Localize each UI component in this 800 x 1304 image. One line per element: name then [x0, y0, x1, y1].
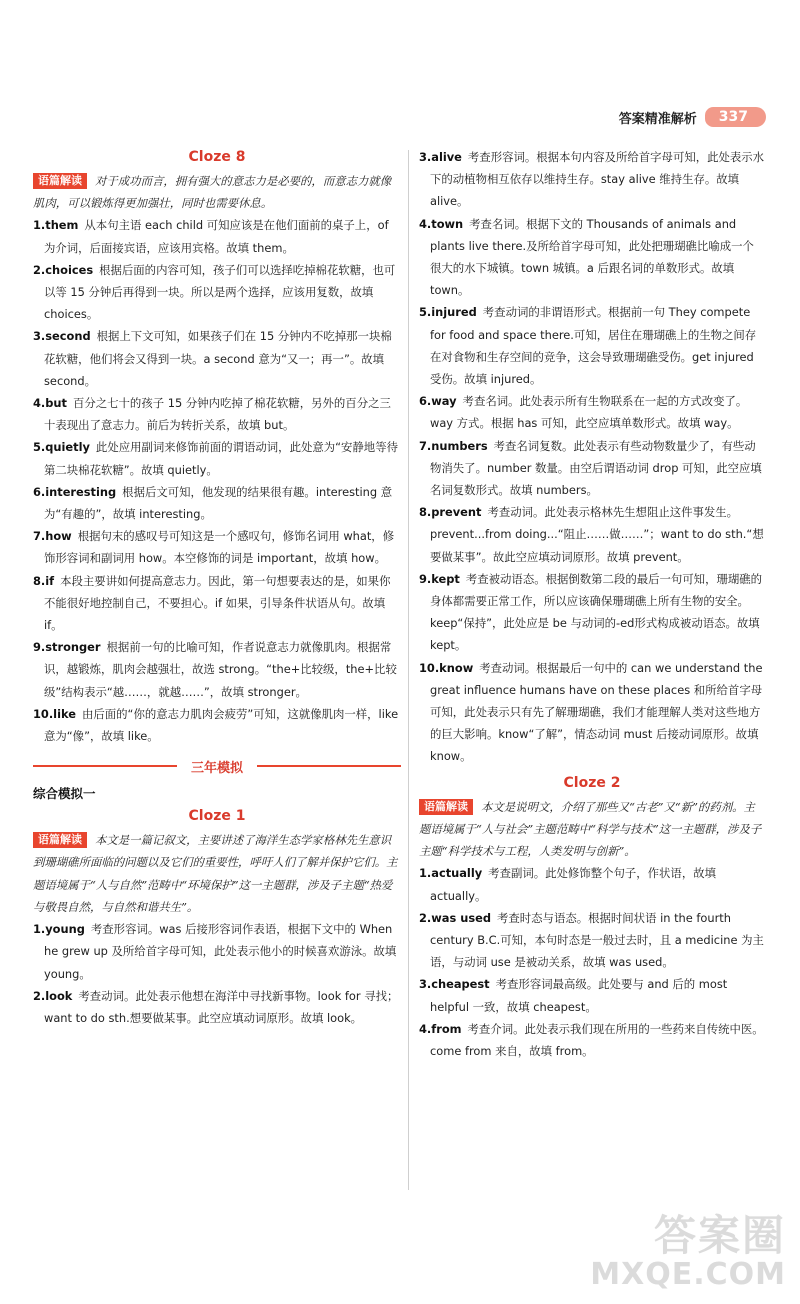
page-header	[619, 104, 766, 130]
cloze1-intro-text: 本文是一篇记叙文，主要讲述了海洋生态学家格林先生意识到珊瑚礁所面临的问题以及它们的重要性，呼吁人们了解并保护它们。主题语境属于“人与自然”范畴中“环境保护”这一主题群，涉及子主题“热爱与敬畏自然，与自然和谐共生”。	[33, 833, 398, 914]
answer-item	[419, 1018, 765, 1062]
answer-item	[33, 436, 401, 480]
cloze2-intro-text: 本文是说明文，介绍了那些又“古老”又“新”的药剂。主题语境属于“人与社会”主题范畴中“科学与技术”这一主题群，涉及子主题“科学技术与工程，人类发明与创新”。	[419, 799, 762, 859]
answer-item	[419, 657, 765, 768]
watermark-en: MXQE.COM	[590, 1257, 786, 1292]
answer-keyword: 5.quietly	[33, 440, 90, 455]
answer-item	[419, 862, 765, 906]
cloze1-answer-list-continued	[419, 146, 765, 768]
cloze8-intro-text: 对于成功而言，拥有强大的意志力是必要的，而意志力就像肌肉，可以锻炼得更加强壮，同时也需要休息。	[33, 174, 392, 211]
cloze2-answer-list	[419, 862, 765, 1062]
answer-explanation: 考查名词。此处表示所有生物联系在一起的方式改变了。way 方式。根据 has 可知，此空应填单数形式。故填 way。	[430, 394, 748, 431]
answer-item	[33, 525, 401, 569]
answer-item	[33, 570, 401, 637]
answer-keyword: 4.but	[33, 396, 67, 411]
left-column	[33, 146, 401, 1029]
answer-explanation: 考查介词。此处表示我们现在所用的一些药来自传统中医。come from 来自，故填 from。	[430, 1021, 764, 1058]
answer-keyword: 4.town	[419, 216, 464, 231]
answer-explanation: 考查形容词最高级。此处要与 and 后的 most helpful 一致，故填 cheapest。	[430, 977, 728, 1014]
answer-keyword: 9.kept	[419, 571, 460, 586]
answer-explanation: 百分之七十的孩子 15 分钟内吃掉了棉花软糖，另外的百分之三十表现出了意志力。前后为转折关系，故填 but。	[44, 396, 391, 433]
right-column	[419, 146, 765, 1062]
answer-keyword: 3.second	[33, 329, 91, 344]
answer-item	[33, 918, 401, 985]
answer-explanation: 本段主要讲如何提高意志力。因此，第一句想要表达的是，如果你不能很好地控制自己，不要担心。if 如果，引导条件状语从句。故填 if。	[44, 573, 391, 633]
discourse-tag: 语篇解读	[419, 799, 473, 815]
discourse-tag: 语篇解读	[33, 832, 87, 848]
answer-item	[419, 568, 765, 657]
answer-keyword: 6.way	[419, 394, 457, 409]
answer-explanation: 考查名词。根据下文的 Thousands of animals and plants live there.及所给首字母可知，此处把珊瑚礁比喻成一个很大的水下城镇。town 城镇。a 后跟名词的单数形式。故填 town。	[430, 216, 754, 298]
answer-explanation: 考查动词。此处表示格林先生想阻止这件事发生。prevent...from doing...“阻止……做……”；want to do sth.“想要做某事”。故此空应填动词原形。故填 prevent。	[430, 505, 764, 564]
answer-item	[33, 325, 401, 392]
answer-explanation: 根据句末的感叹号可知这是一个感叹句，修饰名词用 what，修饰形容词和副词用 how。本空修饰的词是 important，故填 how。	[44, 529, 395, 566]
cloze8-answer-list	[33, 214, 401, 747]
answer-explanation: 考查动词。根据最后一句中的 can we understand the great influence humans have on these places 和所给首字母可知，此处表示只有先了解珊瑚礁，我们才能理解人类对这些地方的巨大影响。know“了解”，情态动词 must 后接动词原形。故填 know。	[430, 660, 763, 764]
answer-explanation: 由后面的“你的意志力肌肉会疲劳”可知，这就像肌肉一样，like 意为“像”，故填 like。	[44, 706, 399, 744]
answer-item	[419, 435, 765, 502]
answer-item	[419, 390, 765, 434]
answer-keyword: 1.young	[33, 922, 85, 937]
answer-item	[33, 259, 401, 326]
banner-line-left	[33, 765, 177, 767]
answer-keyword: 6.interesting	[33, 484, 117, 499]
answer-keyword: 8.if	[33, 573, 55, 588]
answer-keyword: 5.injured	[419, 305, 477, 320]
column-divider	[408, 150, 409, 1190]
answer-keyword: 10.know	[419, 660, 474, 675]
answer-keyword: 4.from	[419, 1021, 462, 1036]
cloze1-intro	[33, 829, 401, 918]
watermark-logo	[590, 1203, 786, 1292]
answer-keyword: 8.prevent	[419, 505, 482, 520]
answer-explanation: 考查形容词。was 后接形容词作表语，根据下文中的 When he grew up 及所给首字母可知，此处表示他小的时候喜欢游泳。故填 young。	[44, 922, 397, 981]
answer-explanation: 考查形容词。根据本句内容及所给首字母可知，此处表示水下的动植物相互依存以维持生存。stay alive 维持生存。故填 alive。	[430, 150, 765, 209]
section-title: 答案精准解析	[618, 111, 697, 127]
answer-item	[419, 213, 765, 302]
discourse-tag: 语篇解读	[33, 173, 87, 189]
answer-explanation: 考查动词。此处表示他想在海洋中寻找新事物。look for 寻找；want to do sth.想要做某事。此空应填动词原形。故填 look。	[44, 988, 399, 1025]
answer-item	[419, 907, 765, 974]
page-number: 337	[705, 107, 766, 127]
cloze2-intro	[419, 796, 765, 863]
answer-explanation: 根据前一句的比喻可知，作者说意志力就像肌肉。根据常识，越锻炼，肌肉会越强壮，故选 strong。“the+比较级，the+比较级”结构表示“越……，就越……”，故填 stronger。	[44, 640, 397, 699]
answer-keyword: 10.like	[33, 706, 76, 721]
answer-keyword: 7.how	[33, 529, 72, 544]
answer-keyword: 2.choices	[33, 262, 94, 277]
answer-explanation: 考查名词复数。此处表示有些动物数量少了，有些动物消失了。number 数量。由空后谓语动词 drop 可知，此空应填名词复数形式。故填 numbers。	[430, 438, 762, 498]
answer-explanation: 此处应用副词来修饰前面的谓语动词，此处意为“安静地等待第二块棉花软糖”。故填 quietly。	[44, 440, 398, 477]
answer-item	[33, 636, 401, 703]
answer-keyword: 1.actually	[419, 866, 483, 881]
answer-item	[33, 481, 401, 525]
answer-explanation: 根据上下文可知，如果孩子们在 15 分钟内不吃掉那一块棉花软糖，他们将会又得到一块。a second 意为“又一；再一”。故填 second。	[44, 329, 392, 388]
answer-keyword: 3.alive	[419, 150, 462, 164]
answer-explanation: 考查副词。此处修饰整个句子，作状语，故填 actually。	[430, 866, 716, 903]
answer-item	[33, 214, 401, 258]
cloze1-answer-list	[33, 918, 401, 1029]
answer-keyword: 9.stronger	[33, 640, 101, 655]
banner-text: 三年模拟	[191, 760, 244, 776]
answer-keyword: 2.look	[33, 988, 73, 1003]
answer-explanation: 考查时态与语态。根据时间状语 in the fourth century B.C.可知，本句时态是一般过去时，且 a medicine 为主语，与动词 use 是被动关系，故填 was used。	[430, 910, 764, 970]
answer-item	[419, 146, 765, 213]
watermark-cn: 答案圈	[653, 1211, 786, 1260]
answer-explanation: 根据后面的内容可知，孩子们可以选择吃掉棉花软糖，也可以等 15 分钟后再得到一块。所以是两个选择，应该用复数，故填 choices。	[44, 262, 396, 322]
cloze8-intro	[33, 170, 401, 214]
answer-keyword: 3.cheapest	[419, 977, 490, 992]
answer-explanation: 考查动词的非谓语形式。根据前一句 They compete for food and space there.可知，居住在珊瑚礁上的生物之间存在对食物和生存空间的竞争，这会导致珊瑚礁受伤。get injured 受伤。故填 injured。	[430, 305, 757, 387]
answer-item	[419, 501, 765, 568]
answer-item	[33, 392, 401, 436]
cloze1-title: Cloze 1	[188, 808, 246, 825]
answer-item	[419, 301, 765, 390]
answer-explanation: 根据后文可知，他发现的结果很有趣。interesting 意为“有趣的”，故填 interesting。	[44, 484, 393, 522]
answer-keyword: 2.was used	[419, 910, 491, 925]
answer-keyword: 7.numbers	[419, 438, 488, 453]
banner-line-right	[257, 765, 401, 767]
mock-test-title: 综合模拟一	[33, 786, 96, 802]
answer-explanation: 从本句主语 each child 可知应该是在他们面前的桌子上，of 为介词，后面接宾语，应该用宾格。故填 them。	[44, 218, 389, 255]
answer-keyword: 1.them	[33, 218, 79, 233]
answer-item	[419, 973, 765, 1017]
section-banner	[33, 755, 401, 777]
answer-explanation: 考查被动语态。根据倒数第二段的最后一句可知，珊瑚礁的身体都需要正常工作，所以应该确保珊瑚礁上所有生物的安全。keep“保持”，此处应是 be 与动词的-ed形式构成被动语态。故填 kept。	[430, 571, 763, 653]
answer-item	[33, 703, 401, 747]
cloze2-title: Cloze 2	[563, 774, 621, 791]
answer-item	[33, 985, 401, 1029]
cloze8-title: Cloze 8	[188, 149, 246, 165]
